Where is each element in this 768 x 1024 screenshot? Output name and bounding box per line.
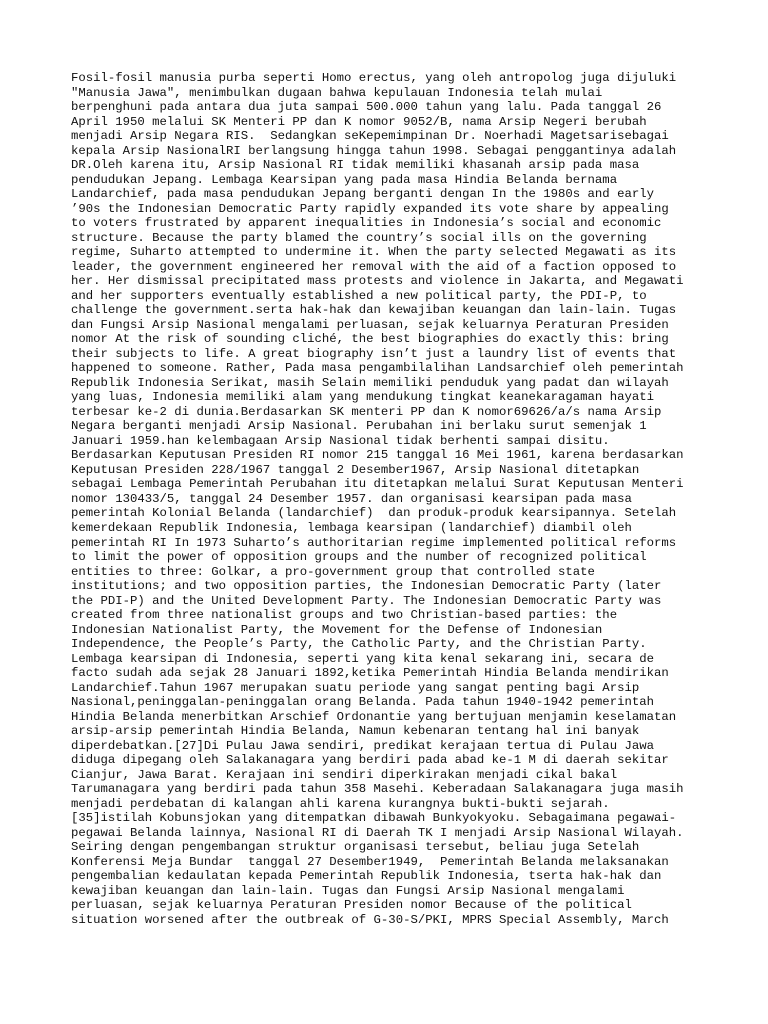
text-line: ’90s the Indonesian Democratic Party rapidly expanded its vote share by appealing (71, 201, 669, 216)
text-line: kemerdekaan Republik Indonesia, lembaga kearsipan (landarchief) diambil oleh (71, 520, 632, 535)
text-line: and her supporters eventually established a new political party, the PDI-P, to (71, 288, 647, 303)
text-line: Konferensi Meja Bundar tanggal 27 Desember1949, Pemerintah Belanda melaksanakan (71, 854, 669, 869)
text-line: pegawai Belanda lainnya, Nasional RI di Daerah TK I menjadi Arsip Nasional Wilayah. (71, 825, 684, 840)
text-line: kepala Arsip NasionalRI berlangsung hingga tahun 1998. Sebagai penggantinya adalah (71, 143, 677, 158)
text-line: arsip-arsip pemerintah Hindia Belanda, Namun kebenaran tentang hal ini banyak (71, 724, 640, 739)
text-line: [35]istilah Kobunsjokan yang ditempatkan dibawah Bunkyokyoku. Sebagaimana pegawai- (71, 811, 677, 826)
text-line: Keputusan Presiden 228/1967 tanggal 2 Desember1967, Arsip Nasional ditetapkan (71, 462, 640, 477)
text-line: perluasan, sejak keluarnya Peraturan Presiden nomor Because of the political (71, 898, 632, 913)
text-line: Seiring dengan pengembangan struktur organisasi tersebut, beliau juga Setelah (71, 840, 640, 855)
text-line: to limit the power of opposition groups and the number of recognized political (71, 550, 647, 565)
text-line: berpenghuni pada antara dua juta sampai 500.000 tahun yang lalu. Pada tanggal 26 (71, 100, 662, 115)
text-line: pemerintah RI In 1973 Suharto’s authoritarian regime implemented political reforms (71, 535, 677, 550)
text-line: nomor 130433/5, tanggal 24 Desember 1957. dan organisasi kearsipan pada masa (71, 491, 632, 506)
text-line: menjadi perdebatan di kalangan ahli karena kurangnya bukti-bukti sejarah. (71, 796, 610, 811)
text-line: kewajiban keuangan dan lain-lain. Tugas dan Fungsi Arsip Nasional mengalami (71, 883, 625, 898)
body-text (71, 71, 711, 927)
text-line: Tarumanagara yang berdiri pada tahun 358 Masehi. Keberadaan Salakanagara juga masih (71, 782, 684, 797)
text-line: challenge the government.serta hak-hak dan kewajiban keuangan dan lain-lain. Tugas (71, 303, 677, 318)
text-line: institutions; and two opposition parties, the Indonesian Democratic Party (later (71, 579, 662, 594)
text-line: the PDI-P) and the United Development Party. The Indonesian Democratic Party was (71, 593, 662, 608)
text-line: Independence, the People’s Party, the Catholic Party, and the Christian Party. (71, 637, 647, 652)
text-line: leader, the government engineered her removal with the aid of a faction opposed to (71, 259, 677, 274)
text-line: Negara berganti menjadi Arsip Nasional. Perubahan ini berlaku surut semenjak 1 (71, 419, 647, 434)
text-line: facto sudah ada sejak 28 Januari 1892,ketika Pemerintah Hindia Belanda mendirikan (71, 666, 669, 681)
text-line: Landarchief, pada masa pendudukan Jepang berganti dengan In the 1980s and early (71, 187, 654, 202)
text-line: her. Her dismissal precipitated mass protests and violence in Jakarta, and Megawati (71, 274, 684, 289)
text-line: menjadi Arsip Negara RIS. Sedangkan seKepemimpinan Dr. Noerhadi Magetsarisebagai (71, 129, 669, 144)
text-line: pemerintah Kolonial Belanda (landarchief) dan produk-produk kearsipannya. Setelah (71, 506, 677, 521)
text-line: Lembaga kearsipan di Indonesia, seperti yang kita kenal sekarang ini, secara de (71, 651, 654, 666)
text-line: Januari 1959.han kelembagaan Arsip Nasional tidak berhenti sampai disitu. (71, 433, 610, 448)
text-line: structure. Because the party blamed the country’s social ills on the governing (71, 230, 647, 245)
text-line: Fosil-fosil manusia purba seperti Homo erectus, yang oleh antropolog juga dijuluki (71, 71, 677, 85)
text-line: Nasional,peninggalan-peninggalan orang Belanda. Pada tahun 1940-1942 pemerintah (71, 695, 654, 710)
text-line: pendudukan Jepang. Lembaga Kearsipan yang pada masa Hindia Belanda bernama (71, 172, 618, 187)
text-line: sebagai Lembaga Pemerintah Perubahan itu ditetapkan melalui Surat Keputusan Menteri (71, 477, 684, 492)
text-line: situation worsened after the outbreak of G-30-S/PKI, MPRS Special Assembly, March (71, 912, 669, 927)
text-line: Indonesian Nationalist Party, the Movement for the Defense of Indonesian (71, 622, 603, 637)
text-line: dan Fungsi Arsip Nasional mengalami perluasan, sejak keluarnya Peraturan Presiden (71, 317, 669, 332)
text-line: diperdebatkan.[27]Di Pulau Jawa sendiri, predikat kerajaan tertua di Pulau Jawa (71, 738, 654, 753)
text-line: Landarchief.Tahun 1967 merupakan suatu periode yang sangat penting bagi Arsip (71, 680, 640, 695)
text-line: Berdasarkan Keputusan Presiden RI nomor 215 tanggal 16 Mei 1961, karena berdasarkan (71, 448, 684, 463)
text-line: their subjects to life. A great biography isn’t just a laundry list of events that (71, 346, 677, 361)
text-line: entities to three: Golkar, a pro-government group that controlled state (71, 564, 595, 579)
text-line: terbesar ke-2 di dunia.Berdasarkan SK menteri PP dan K nomor69626/a/s nama Arsip (71, 404, 662, 419)
text-line: created from three nationalist groups and two Christian-based parties: the (71, 608, 618, 623)
text-line: diduga dipegang oleh Salakanagara yang berdiri pada abad ke-1 M di daerah sekitar (71, 753, 669, 768)
text-line: to voters frustrated by apparent inequalities in Indonesia’s social and economic (71, 216, 662, 231)
text-line: nomor At the risk of sounding cliché, the best biographies do exactly this: bring (71, 332, 669, 347)
text-line: Republik Indonesia Serikat, masih Selain memiliki penduduk yang padat dan wilayah (71, 375, 669, 390)
text-line: Cianjur, Jawa Barat. Kerajaan ini sendiri diperkirakan menjadi cikal bakal (71, 767, 618, 782)
text-line: yang luas, Indonesia memiliki alam yang mendukung tingkat keanekaragaman hayati (71, 390, 654, 405)
text-line: pengembalian kedaulatan kepada Pemerintah Republik Indonesia, tserta hak-hak dan (71, 869, 662, 884)
text-line: April 1950 melalui SK Menteri PP dan K nomor 9052/B, nama Arsip Negeri berubah (71, 114, 647, 129)
text-line: "Manusia Jawa", menimbulkan dugaan bahwa kepulauan Indonesia telah mulai (71, 85, 603, 100)
text-line: happened to someone. Rather, Pada masa pengambilalihan Landsarchief oleh pemerintah (71, 361, 684, 376)
text-line: Hindia Belanda menerbitkan Arschief Ordonantie yang bertujuan menjamin keselamatan (71, 709, 677, 724)
text-line: regime, Suharto attempted to undermine it. When the party selected Megawati as its (71, 245, 677, 260)
text-line: DR.Oleh karena itu, Arsip Nasional RI tidak memiliki khasanah arsip pada masa (71, 158, 640, 173)
